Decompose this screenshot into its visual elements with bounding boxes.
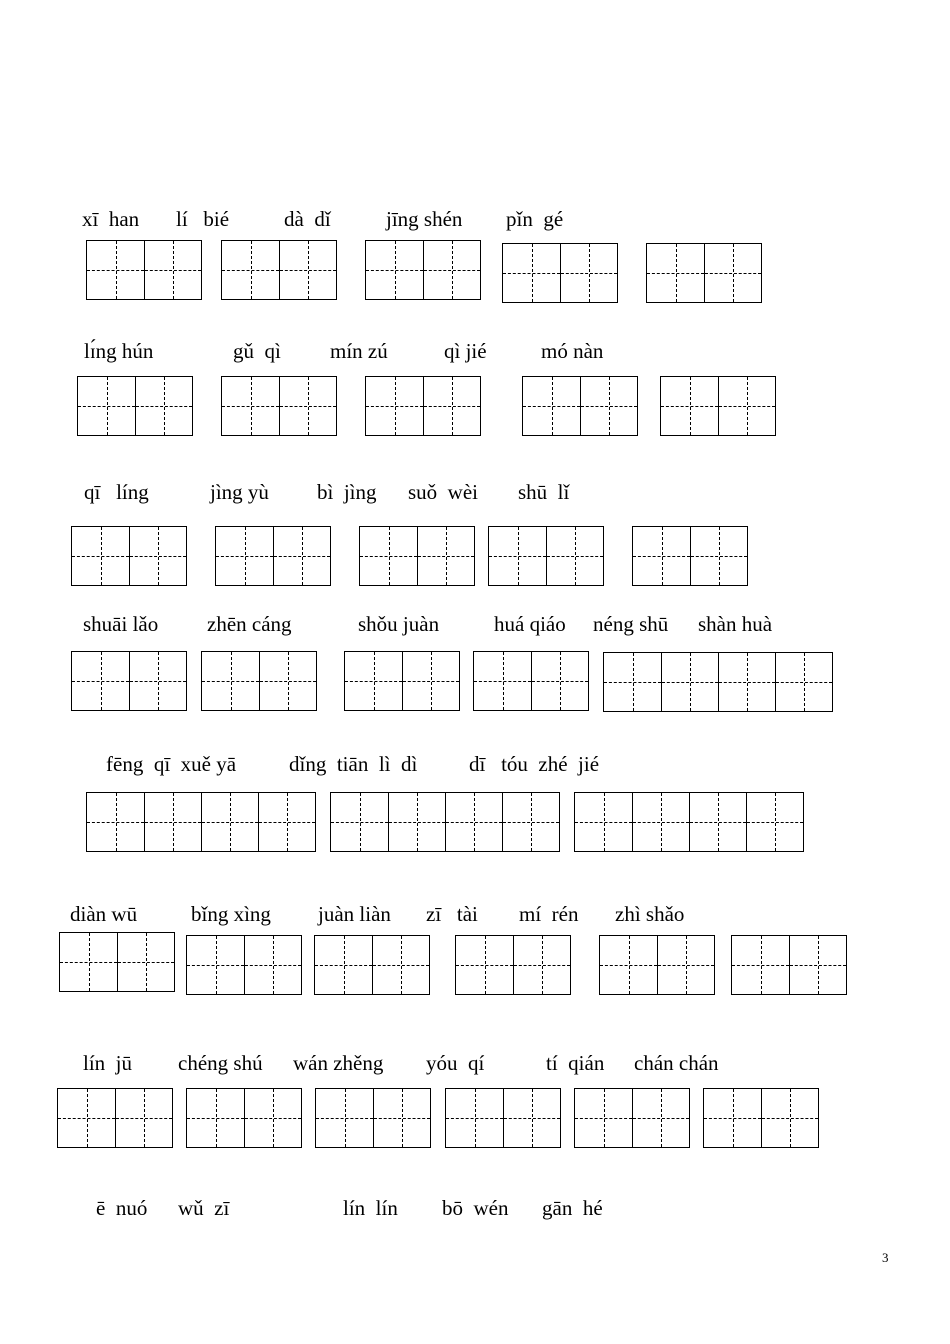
tianzige-box[interactable] [330, 792, 560, 852]
tianzige-box[interactable] [186, 935, 302, 995]
pinyin-word: qī líng [84, 480, 149, 504]
pinyin-word: lín lín [343, 1196, 398, 1220]
pinyin-word: zhì shǎo [615, 902, 685, 926]
pinyin-word: xī han [82, 207, 140, 231]
pinyin-word: diàn wū [70, 902, 138, 926]
tianzige-box[interactable] [201, 651, 317, 711]
tianzige-box[interactable] [315, 1088, 431, 1148]
pinyin-word: shàn huà [698, 612, 773, 636]
tianzige-box[interactable] [365, 376, 481, 436]
tianzige-box[interactable] [59, 932, 175, 992]
tianzige-box[interactable] [57, 1088, 173, 1148]
pinyin-word: mí rén [519, 902, 579, 926]
tianzige-box[interactable] [473, 651, 589, 711]
tianzige-box[interactable] [186, 1088, 302, 1148]
tianzige-box[interactable] [314, 935, 430, 995]
pinyin-word: zhēn cáng [207, 612, 292, 636]
tianzige-box[interactable] [632, 526, 748, 586]
tianzige-box[interactable] [603, 652, 833, 712]
pinyin-word: dǐng tiān lì dì [289, 752, 418, 776]
tianzige-box[interactable] [574, 1088, 690, 1148]
tianzige-box[interactable] [86, 792, 316, 852]
tianzige-box[interactable] [77, 376, 193, 436]
tianzige-box[interactable] [71, 651, 187, 711]
pinyin-word: dī tóu zhé jié [469, 752, 600, 776]
tianzige-box[interactable] [522, 376, 638, 436]
tianzige-box[interactable] [646, 243, 762, 303]
pinyin-word: ē nuó [96, 1196, 148, 1220]
tianzige-box[interactable] [455, 935, 571, 995]
pinyin-word: qì jié [444, 339, 487, 363]
pinyin-word: tí qián [546, 1051, 605, 1075]
pinyin-word: zī tài [426, 902, 478, 926]
pinyin-word: pǐn gé [506, 207, 564, 231]
pinyin-word: bō wén [442, 1196, 509, 1220]
tianzige-box[interactable] [703, 1088, 819, 1148]
tianzige-box[interactable] [86, 240, 202, 300]
pinyin-word: wán zhěng [293, 1051, 384, 1075]
pinyin-word: bǐng xìng [191, 902, 271, 926]
pinyin-word: shū lǐ [518, 480, 570, 504]
tianzige-box[interactable] [71, 526, 187, 586]
tianzige-box[interactable] [221, 240, 337, 300]
tianzige-box[interactable] [660, 376, 776, 436]
pinyin-word: néng shū [593, 612, 669, 636]
pinyin-word: gǔ qì [233, 339, 281, 363]
tianzige-box[interactable] [599, 935, 715, 995]
pinyin-word: dà dǐ [284, 207, 331, 231]
tianzige-box[interactable] [574, 792, 804, 852]
tianzige-box[interactable] [221, 376, 337, 436]
tianzige-box[interactable] [502, 243, 618, 303]
tianzige-box[interactable] [445, 1088, 561, 1148]
pinyin-word: wǔ zī [178, 1196, 230, 1220]
pinyin-word: shǒu juàn [358, 612, 440, 636]
pinyin-word: lín jū [83, 1051, 133, 1075]
pinyin-word: gān hé [542, 1196, 603, 1220]
pinyin-word: huá qiáo [494, 612, 566, 636]
pinyin-word: bì jìng [317, 480, 377, 504]
pinyin-word: mó nàn [541, 339, 604, 363]
pinyin-word: shuāi lǎo [83, 612, 159, 636]
tianzige-box[interactable] [359, 526, 475, 586]
pinyin-word: yóu qí [426, 1051, 485, 1075]
pinyin-word: lí bié [176, 207, 230, 231]
pinyin-word: jīng shén [386, 207, 463, 231]
pinyin-word: fēng qī xuě yā [106, 752, 237, 776]
pinyin-word: juàn liàn [318, 902, 391, 926]
tianzige-box[interactable] [215, 526, 331, 586]
pinyin-word: lɪ́ng hún [84, 339, 154, 363]
tianzige-box[interactable] [365, 240, 481, 300]
page-number: 3 [882, 1250, 889, 1265]
pinyin-word: chéng shú [178, 1051, 263, 1075]
pinyin-word: suǒ wèi [408, 480, 478, 504]
tianzige-box[interactable] [488, 526, 604, 586]
pinyin-word: jìng yù [210, 480, 269, 504]
tianzige-box[interactable] [344, 651, 460, 711]
tianzige-box[interactable] [731, 935, 847, 995]
pinyin-word: chán chán [634, 1051, 719, 1075]
pinyin-word: mín zú [330, 339, 388, 363]
